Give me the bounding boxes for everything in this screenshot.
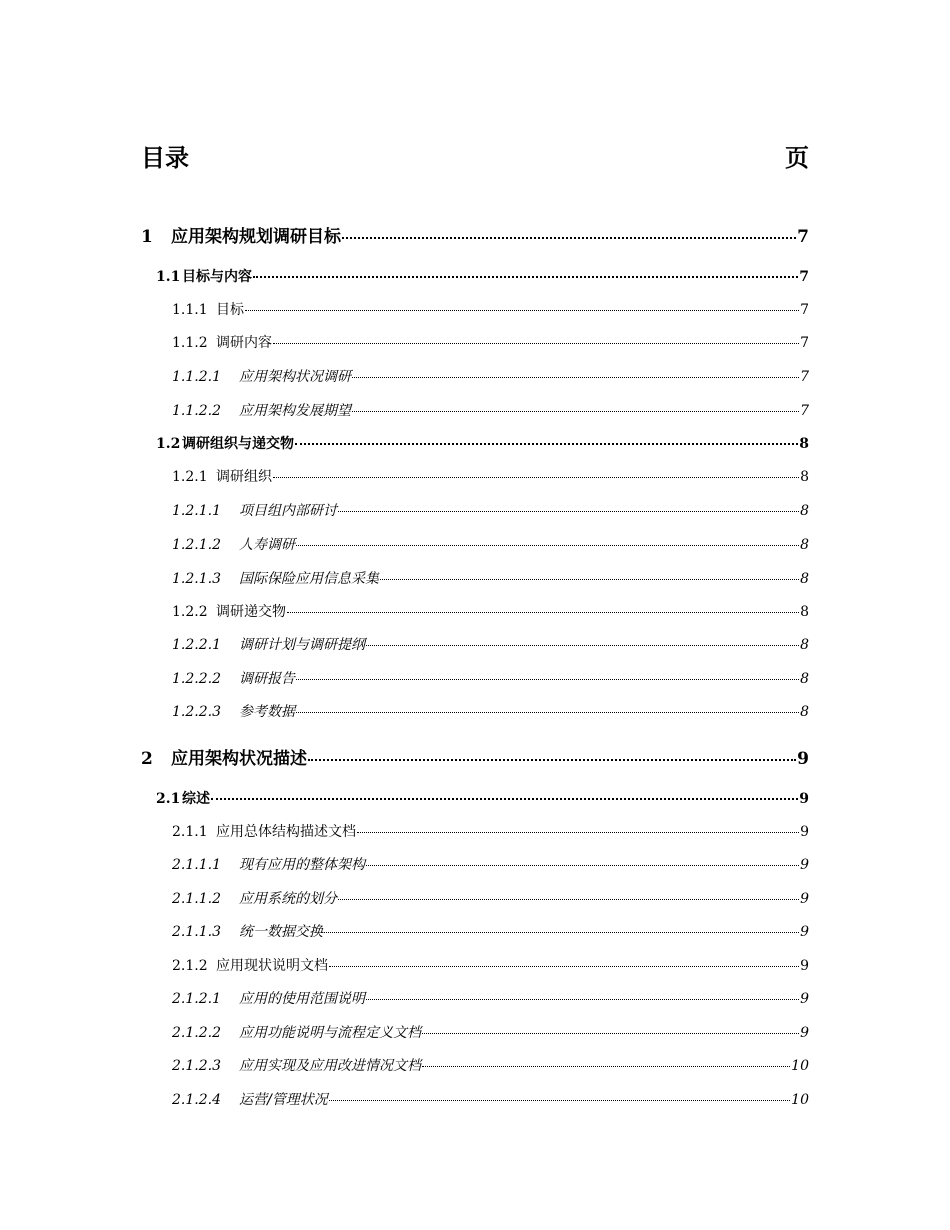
toc-entry-number: 1.2.2 [172, 604, 208, 620]
toc-entry-number: 1.2.1.2 [172, 537, 221, 553]
toc-entry-number: 2.1.2.3 [172, 1058, 221, 1074]
toc-entry-page-number: 7 [799, 269, 809, 285]
toc-dot-leader [295, 443, 798, 445]
toc-entry-level4[interactable] [172, 701, 809, 721]
toc-entry-number: 1.1.2.1 [172, 369, 221, 385]
toc-entry-page-number: 9 [800, 857, 809, 873]
toc-dot-leader [357, 832, 799, 833]
toc-dot-leader [308, 759, 796, 761]
toc-entry-level4[interactable] [172, 634, 809, 654]
toc-entry-title: 综述 [182, 791, 210, 807]
toc-entry-number: 1.2.2.1 [172, 637, 221, 653]
toc-entry-title: 调研递交物 [216, 604, 286, 620]
toc-entry-page-number: 7 [800, 302, 809, 318]
toc-entry-page-number: 7 [800, 335, 809, 351]
toc-entry-page-number: 9 [800, 991, 809, 1007]
toc-dot-leader [287, 612, 799, 613]
toc-entry-title: 应用系统的划分 [239, 891, 337, 907]
toc-dot-leader [380, 579, 799, 580]
toc-entry-number: 1.1.2.2 [172, 403, 221, 419]
toc-entry-level3[interactable] [172, 466, 809, 486]
toc-entry-level4[interactable] [172, 568, 809, 588]
toc-entry-page-number: 8 [800, 537, 809, 553]
toc-heading: 目录 [141, 144, 189, 172]
toc-entry-title: 目标与内容 [182, 269, 252, 285]
toc-dot-leader [273, 343, 799, 344]
toc-entry-title: 目标 [216, 302, 244, 318]
toc-entry-level3[interactable] [172, 821, 809, 841]
toc-entry-number: 1.2.1.3 [172, 571, 221, 587]
toc-entry-level1[interactable] [141, 744, 809, 769]
toc-dot-leader [324, 932, 799, 933]
toc-entry-title: 调研组织 [216, 469, 272, 485]
toc-entry-level4[interactable] [172, 1022, 809, 1042]
toc-dot-leader [338, 511, 799, 512]
toc-entry-title: 应用现状说明文档 [216, 958, 328, 974]
toc-entry-page-number: 7 [800, 369, 809, 385]
toc-entry-number: 1.1.1 [172, 302, 208, 318]
toc-entry-page-number: 9 [800, 924, 809, 940]
toc-entry-page-number: 7 [797, 227, 809, 247]
toc-entry-level4[interactable] [172, 500, 809, 520]
toc-dot-leader [352, 377, 799, 378]
toc-entry-title: 项目组内部研讨 [239, 503, 337, 519]
toc-entry-number: 2.1.1.2 [172, 891, 221, 907]
toc-entry-page-number: 8 [800, 704, 809, 720]
toc-entry-number: 1 [141, 227, 153, 247]
toc-entry-level4[interactable] [172, 854, 809, 874]
toc-entry-number: 2.1 [156, 791, 181, 807]
toc-entry-title: 应用架构规划调研目标 [171, 227, 341, 247]
toc-entry-level3[interactable] [172, 955, 809, 975]
toc-entry-page-number: 9 [800, 891, 809, 907]
toc-entry-title: 应用总体结构描述文档 [216, 824, 356, 840]
toc-dot-leader [352, 411, 799, 412]
toc-entry-level2[interactable] [156, 788, 809, 808]
toc-entry-title: 调研内容 [216, 335, 272, 351]
toc-entry-level4[interactable] [172, 534, 809, 554]
toc-dot-leader [422, 1066, 790, 1067]
toc-entry-page-number: 8 [800, 571, 809, 587]
toc-entry-title: 应用功能说明与流程定义文档 [239, 1025, 421, 1041]
toc-entry-page-number: 9 [800, 824, 809, 840]
toc-entry-number: 2.1.2.4 [172, 1092, 221, 1108]
toc-entry-number: 2.1.2.2 [172, 1025, 221, 1041]
toc-entry-title: 应用的使用范围说明 [239, 991, 365, 1007]
toc-entry-title: 调研计划与调研提纲 [239, 637, 365, 653]
toc-entry-level4[interactable] [172, 921, 809, 941]
toc-entry-page-number: 7 [800, 403, 809, 419]
toc-entry-title: 应用实现及应用改进情况文档 [239, 1058, 421, 1074]
toc-entry-title: 国际保险应用信息采集 [239, 571, 379, 587]
toc-dot-leader [211, 798, 798, 800]
toc-entry-number: 1.2.2.2 [172, 671, 221, 687]
toc-dot-leader [366, 865, 799, 866]
toc-entry-level4[interactable] [172, 1089, 809, 1109]
toc-entry-title: 调研组织与递交物 [182, 436, 294, 452]
toc-dot-leader [253, 276, 798, 278]
toc-entry-number: 2.1.2.1 [172, 991, 221, 1007]
toc-dot-leader [296, 679, 799, 680]
toc-entry-page-number: 9 [800, 958, 809, 974]
toc-entry-page-number: 8 [800, 604, 809, 620]
toc-entry-page-number: 9 [797, 749, 809, 769]
toc-dot-leader [329, 1100, 790, 1101]
toc-dot-leader [245, 310, 799, 311]
toc-entry-page-number: 8 [800, 637, 809, 653]
toc-entry-page-number: 9 [799, 791, 809, 807]
toc-dot-leader [296, 545, 799, 546]
toc-entry-number: 1.1 [156, 269, 181, 285]
toc-entry-level1[interactable] [141, 222, 809, 247]
toc-entry-title: 运营/管理状况 [239, 1092, 328, 1108]
toc-entry-title: 现有应用的整体架构 [239, 857, 365, 873]
toc-entry-level4[interactable] [172, 1055, 809, 1075]
toc-entry-number: 1.1.2 [172, 335, 208, 351]
toc-entry-number: 2.1.1.1 [172, 857, 221, 873]
toc-dot-leader [366, 645, 799, 646]
toc-entry-title: 应用架构状况调研 [239, 369, 351, 385]
toc-entry-page-number: 8 [800, 469, 809, 485]
toc-entry-number: 1.2.1 [172, 469, 208, 485]
toc-entry-number: 1.2 [156, 436, 181, 452]
toc-entry-title: 统一数据交换 [239, 924, 323, 940]
page-column-heading: 页 [785, 144, 809, 172]
toc-dot-leader [366, 999, 799, 1000]
toc-entry-page-number: 10 [791, 1092, 809, 1108]
toc-dot-leader [273, 477, 799, 478]
toc-entry-title: 参考数据 [239, 704, 295, 720]
toc-dot-leader [342, 237, 796, 239]
toc-entry-level3[interactable] [172, 332, 809, 352]
toc-dot-leader [296, 712, 799, 713]
toc-entry-level3[interactable] [172, 299, 809, 319]
toc-entry-title: 调研报告 [239, 671, 295, 687]
toc-dot-leader [329, 966, 799, 967]
toc-entry-title: 人寿调研 [239, 537, 295, 553]
toc-entry-page-number: 10 [791, 1058, 809, 1074]
toc-entry-number: 1.2.1.1 [172, 503, 221, 519]
toc-entry-title: 应用架构状况描述 [171, 749, 307, 769]
toc-entry-level4[interactable] [172, 888, 809, 908]
toc-entry-level2[interactable] [156, 266, 809, 286]
toc-entry-page-number: 8 [800, 671, 809, 687]
toc-entry-level4[interactable] [172, 400, 809, 420]
toc-entry-level4[interactable] [172, 988, 809, 1008]
toc-entry-page-number: 8 [800, 503, 809, 519]
toc-entry-number: 2.1.1 [172, 824, 208, 840]
toc-dot-leader [338, 899, 799, 900]
toc-entry-number: 2.1.2 [172, 958, 208, 974]
toc-entry-level4[interactable] [172, 366, 809, 386]
toc-entry-title: 应用架构发展期望 [239, 403, 351, 419]
toc-entry-level4[interactable] [172, 668, 809, 688]
toc-entry-number: 1.2.2.3 [172, 704, 221, 720]
toc-entry-number: 2 [141, 749, 153, 769]
toc-entry-page-number: 9 [800, 1025, 809, 1041]
toc-entry-number: 2.1.1.3 [172, 924, 221, 940]
toc-dot-leader [422, 1033, 799, 1034]
toc-entry-level3[interactable] [172, 601, 809, 621]
toc-entry-page-number: 8 [799, 436, 809, 452]
toc-entry-level2[interactable] [156, 433, 809, 453]
